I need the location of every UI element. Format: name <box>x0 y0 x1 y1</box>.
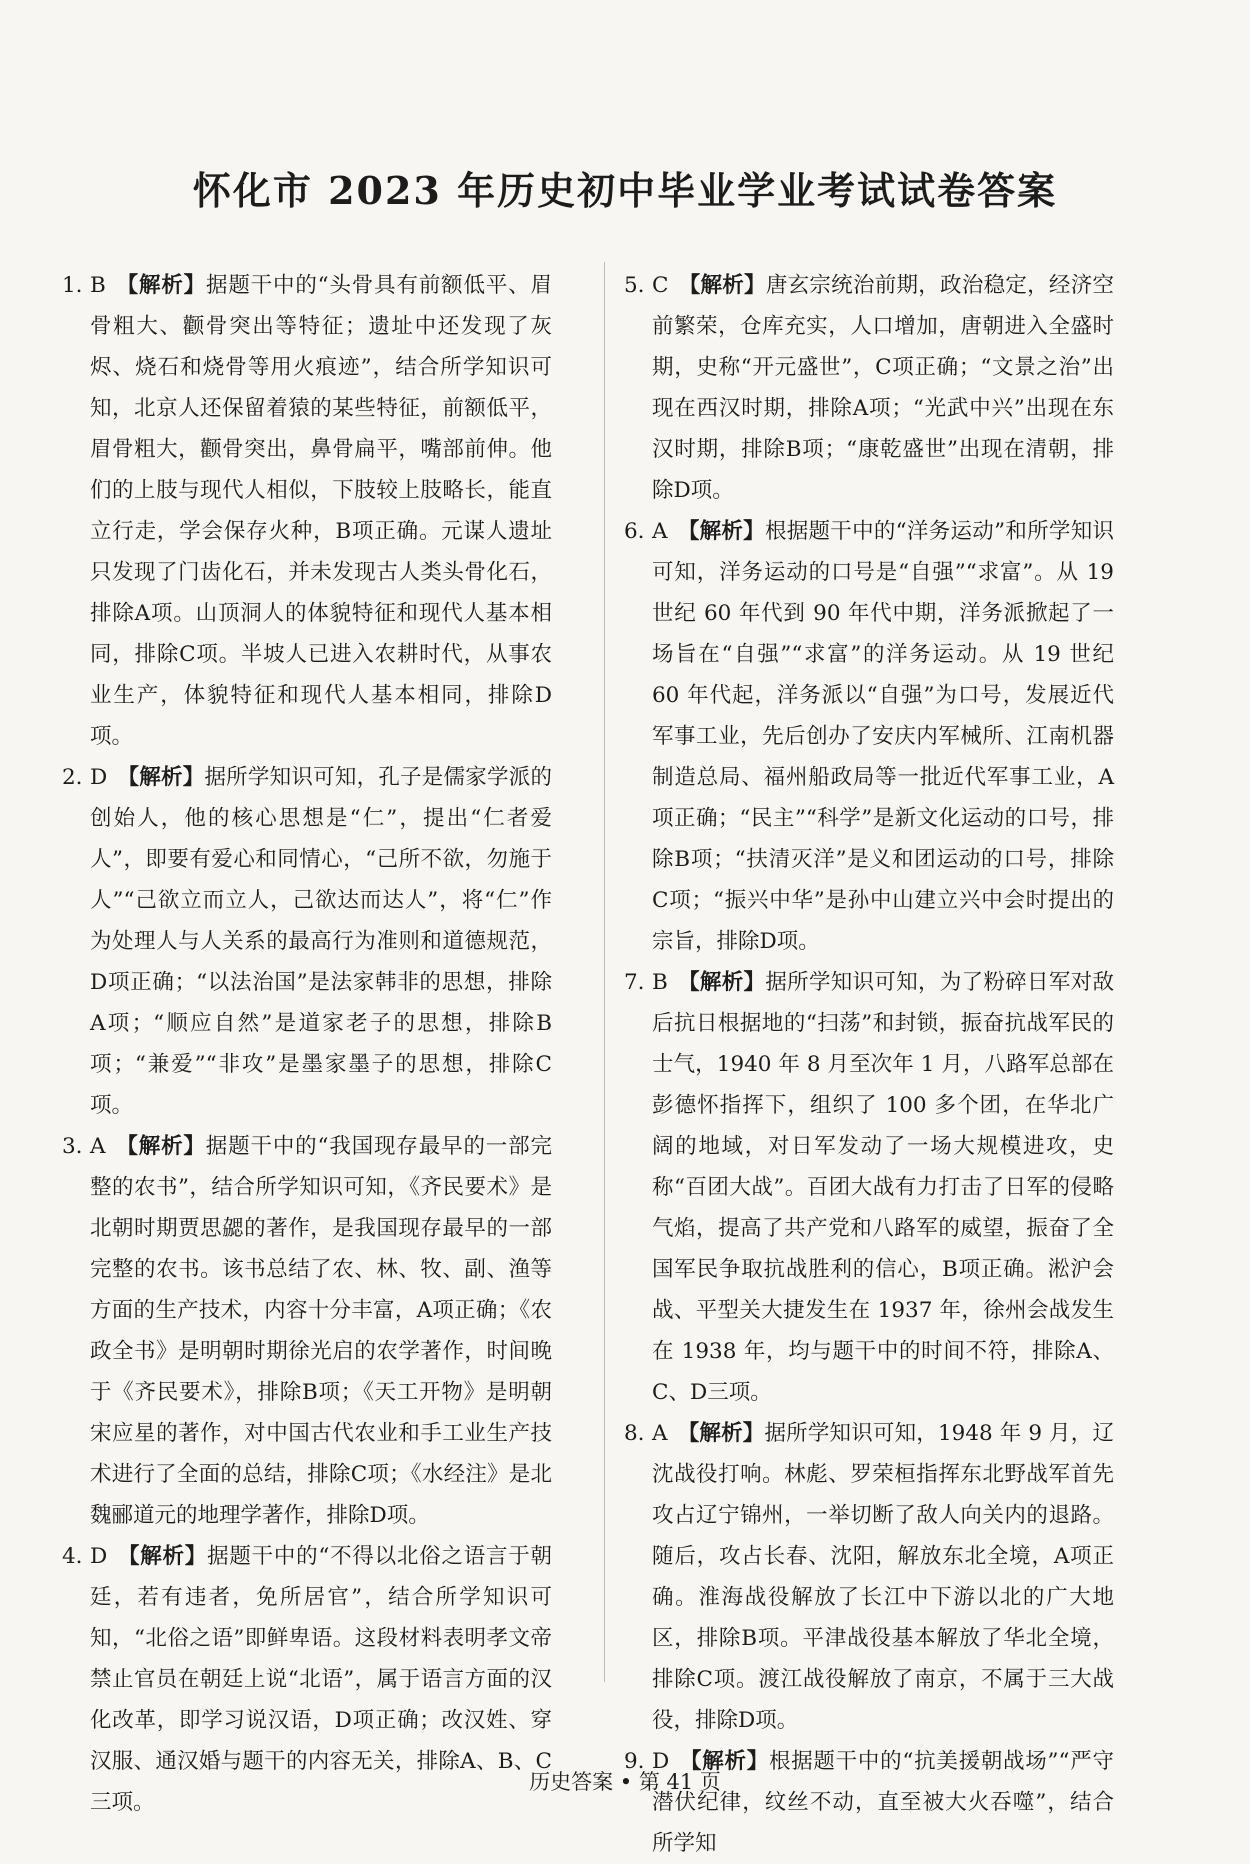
analysis-tag: 【解析】 <box>117 1544 208 1569</box>
question-number: 5. <box>624 273 645 298</box>
question-number: 4. <box>62 1544 83 1569</box>
page-title: 怀化市 2023 年历史初中毕业学业考试试卷答案 <box>192 168 1058 213</box>
answer-choice: A <box>652 1421 668 1446</box>
page-footer: 历史答案 • 第 41 页 <box>529 1770 721 1794</box>
answer-item-3 <box>62 1126 552 1536</box>
analysis-text: 据题干中的“头骨具有前额低平、眉骨粗大、颧骨突出等特征；遗址中还发现了灰烬、烧石和烧骨等用火痕迹”，结合所学知识可知，北京人还保留着猿的某些特征，前额低平，眉骨粗大，颧骨突出，鼻骨扁平，嘴部前伸。他们的上肢与现代人相似，下肢较上肢略长，能直立行走，学会保存火种，B项正确。元谋人遗址只发现了门齿化石，并未发现古人类头骨化石，排除A项。山顶洞人的体貌特征和现代人基本相同，排除C项。半坡人已进入农耕时代，从事农业生产，体貌特征和现代人基本相同，排除D项。 <box>90 273 552 749</box>
question-number: 9. <box>624 1749 645 1774</box>
answer-item-2 <box>62 757 552 1126</box>
question-number: 8. <box>624 1421 645 1446</box>
analysis-text: 据所学知识可知，孔子是儒家学派的创始人，他的核心思想是“仁”，提出“仁者爱人”，即要有爱心和同情心，“己所不欲，勿施于人”“己欲立而立人，己欲达而达人”，将“仁”作为处理人与人关系的最高行为准则和道德规范，D项正确；“以法治国”是法家韩非的思想，排除A项；“顺应自然”是道家老子的思想，排除B项；“兼爱”“非攻”是墨家墨子的思想，排除C项。 <box>90 765 552 1118</box>
analysis-text: 据所学知识可知，1948 年 9 月，辽沈战役打响。林彪、罗荣桓指挥东北野战军首先攻占辽宁锦州，一举切断了敌人向关内的退路。随后，攻占长春、沈阳，解放东北全境，A项正确。淮海战役解放了长江中下游以北的广大地区，排除B项。平津战役基本解放了华北全境，排除C项。渡江战役解放了南京，不属于三大战役，排除D项。 <box>652 1421 1114 1733</box>
analysis-text: 据题干中的“我国现存最早的一部完整的农书”，结合所学知识可知，《齐民要术》是北朝时期贾思勰的著作，是我国现存最早的一部完整的农书。该书总结了农、林、牧、副、渔等方面的生产技术，内容十分丰富，A项正确；《农政全书》是明朝时期徐光启的农学著作，时间晚于《齐民要术》，排除B项；《天工开物》是明朝宋应星的著作，对中国古代农业和手工业生产技术进行了全面的总结，排除C项；《水经注》是北魏郦道元的地理学著作，排除D项。 <box>90 1134 552 1528</box>
answer-choice: A <box>90 1134 106 1159</box>
analysis-text: 根据题干中的“抗美援朝战场”“严守潜伏纪律，纹丝不动，直至被大火吞噬”，结合所学知 <box>652 1749 1114 1856</box>
answer-item-5 <box>624 265 1114 511</box>
analysis-tag: 【解析】 <box>115 273 206 298</box>
analysis-tag: 【解析】 <box>678 273 766 298</box>
analysis-text: 根据题干中的“洋务运动”和所学知识可知，洋务运动的口号是“自强”“求富”。从 19 世纪 60 年代到 90 年代中期，洋务派掀起了一场旨在“自强”“求富”的洋务运动。从 19 世纪 60 年代起，洋务派以“自强”为口号，发展近代军事工业，先后创办了安庆内军械所、江南机器制造总局、福州船政局等一批近代军事工业，A项正确；“民主”“科学”是新文化运动的口号，排除B项；“扶清灭洋”是义和团运动的口号，排除C项；“振兴中华”是孙中山建立兴中会时提出的宗旨，排除D项。 <box>652 519 1114 954</box>
analysis-tag: 【解析】 <box>677 1421 765 1446</box>
answer-item-1 <box>62 265 552 757</box>
analysis-text: 唐玄宗统治前期，政治稳定，经济空前繁荣，仓库充实，人口增加，唐朝进入全盛时期，史称“开元盛世”，C项正确；“文景之治”出现在西汉时期，排除A项；“光武中兴”出现在东汉时期，排除B项；“康乾盛世”出现在清朝，排除D项。 <box>652 273 1114 503</box>
column-divider <box>604 262 605 1682</box>
answer-choice: B <box>90 273 106 298</box>
analysis-tag: 【解析】 <box>117 765 205 790</box>
analysis-text: 据所学知识可知，为了粉碎日军对敌后抗日根据地的“扫荡”和封锁，振奋抗战军民的士气，1940 年 8 月至次年 1 月，八路军总部在彭德怀指挥下，组织了 100 多个团，在华北广阔的地域，对日军发动了一场大规模进攻，史称“百团大战”。百团大战有力打击了日军的侵略气焰，提高了共产党和八路军的威望，振奋了全国军民争取抗战胜利的信心，B项正确。淞沪会战、平型关大捷发生在 1937 年，徐州会战发生在 1938 年，均与题干中的时间不符，排除A、C、D三项。 <box>652 970 1114 1405</box>
answer-item-9 <box>624 1741 1114 1864</box>
question-number: 7. <box>624 970 645 995</box>
answer-choice: C <box>652 273 669 298</box>
analysis-tag: 【解析】 <box>677 970 766 995</box>
analysis-tag: 【解析】 <box>679 1749 769 1774</box>
answer-choice: B <box>652 970 668 995</box>
answer-choice: A <box>652 519 668 544</box>
answer-column-right <box>624 265 1114 1864</box>
question-number: 3. <box>62 1134 83 1159</box>
answer-item-7 <box>624 962 1114 1413</box>
analysis-tag: 【解析】 <box>677 519 765 544</box>
answer-choice: D <box>90 1544 108 1569</box>
question-number: 2. <box>62 765 83 790</box>
answer-column-left <box>62 265 552 1823</box>
analysis-text: 据题干中的“不得以北俗之语言于朝廷，若有违者，免所居官”，结合所学知识可知，“北俗之语”即鲜卑语。这段材料表明孝文帝禁止官员在朝廷上说“北语”，属于语言方面的汉化改革，即学习说汉语，D项正确；改汉姓、穿汉服、通汉婚与题干的内容无关，排除A、B、C三项。 <box>90 1544 552 1815</box>
answer-item-6 <box>624 511 1114 962</box>
answer-item-8 <box>624 1413 1114 1741</box>
question-number: 1. <box>62 273 83 298</box>
analysis-tag: 【解析】 <box>115 1134 206 1159</box>
answer-choice: D <box>652 1749 670 1774</box>
answer-choice: D <box>90 765 108 790</box>
question-number: 6. <box>624 519 645 544</box>
